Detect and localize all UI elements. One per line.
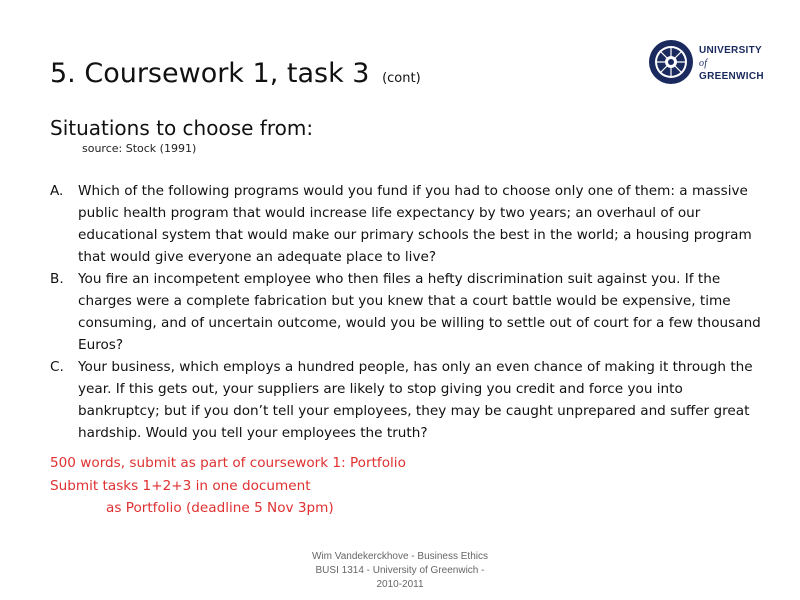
note-submit-tasks: Submit tasks 1+2+3 in one document — [50, 478, 311, 494]
source-citation: source: Stock (1991) — [82, 142, 197, 155]
logo-line-university: UNIVERSITY — [699, 45, 763, 56]
slide-footer — [290, 550, 510, 592]
university-logo — [646, 34, 776, 94]
footer-line-3: 2010-2011 — [376, 579, 424, 590]
item-text: You fire an incompetent employee who then files a hefty discrimination suit against you. If the charges were a complete fabrication but you knew that a court battle would be expensive, time consuming, and of uncertain outcome, would you be willing to settle out of court for a few thousand Euros? — [78, 271, 761, 353]
logo-line-of: of — [699, 58, 708, 69]
footer-line-1: Wim Vandekerckhove - Business Ethics — [312, 551, 488, 562]
slide-subtitle: Situations to choose from: — [50, 116, 314, 140]
slide-title — [50, 58, 421, 89]
note-deadline: as Portfolio (deadline 5 Nov 3pm) — [106, 500, 334, 516]
university-crest-icon — [646, 34, 696, 90]
item-label: B. — [50, 271, 64, 287]
situation-item-a — [50, 180, 762, 268]
item-label: A. — [50, 183, 64, 199]
logo-line-greenwich: GREENWICH — [699, 71, 764, 82]
situation-item-b — [50, 268, 762, 356]
footer-line-2: BUSI 1314 - University of Greenwich - — [315, 565, 485, 576]
slide-title-main: 5. Coursework 1, task 3 — [50, 58, 370, 89]
situation-list — [50, 180, 762, 444]
item-label: C. — [50, 359, 64, 375]
slide-title-sub: (cont) — [382, 71, 421, 86]
university-wordmark — [699, 44, 764, 83]
situation-item-c — [50, 356, 762, 444]
item-text: Your business, which employs a hundred people, has only an even chance of making it through the year. If this gets out, your suppliers are likely to stop giving you credit and force you into bankruptcy; but if you don’t tell your employees, they may be caught unprepared and suffer great hardship. Would you tell your employees the truth? — [78, 359, 753, 441]
item-text: Which of the following programs would you fund if you had to choose only one of them: a massive public health program that would increase life expectancy by two years; an overhaul of our educational system that would make our primary schools the best in the world; a housing program that would give everyone an adequate place to live? — [78, 183, 752, 265]
note-word-count: 500 words, submit as part of coursework 1: Portfolio — [50, 455, 406, 471]
